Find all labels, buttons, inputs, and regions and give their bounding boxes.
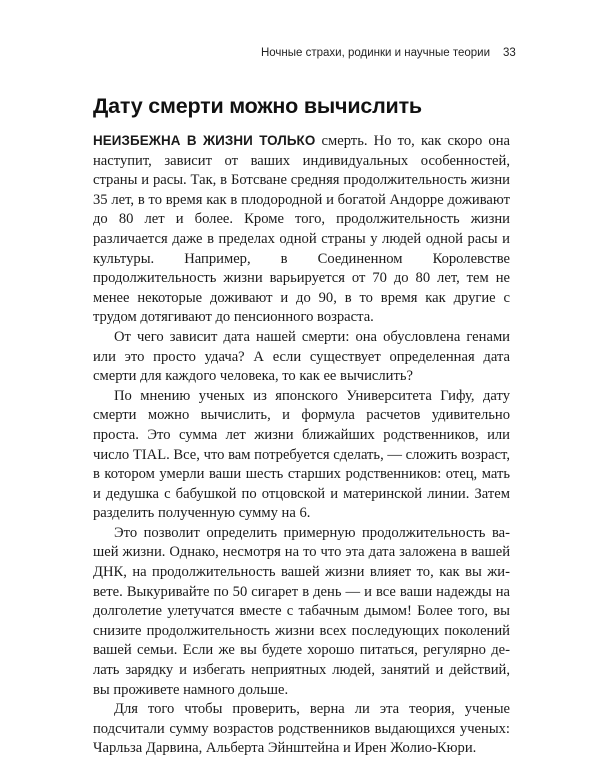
paragraph-3: По мнению ученых из японского Университета Гифу, дату смерти можно вычислить, и формула расчетов удивительно проста. Это сумма лет жизни ближайших родственников, или число TIAL. Все, что вам потребуется сделать, — сложить возраст, в котором умерли ваши шесть старших родственников: отец, мать и дедушка с бабушкой по отцовской и материнской линии. Затем разделить полученную сумму на 6. — [93, 387, 510, 522]
paragraph-1 — [93, 131, 510, 328]
paragraph-2: От чего зависит дата нашей смерти: она обусловлена генами или это просто удача? А если существует определенная дата смерти для каждого человека, то как ее вычислить? — [93, 328, 510, 385]
paragraph-1-text: смерть. Но то, как скоро она наступит, зависит от ваших индивидуальных особенностей, страны и расы. Так, в Ботсване средняя продолжительность жизни 35 лет, в то время как в плодородной и богатой Андорре доживают до 80 лет и более. Кроме того, продолжительность жизни различается даже в пределах одной страны у людей одной расы и культуры. Например, в Соединенном Королевстве продолжительность жизни варьируется от 70 до 80 лет, тем не менее некоторые доживают и до 90, в то время как другие с трудом дотягивают до пенсионного возраста. — [93, 133, 510, 326]
page-number: 33 — [503, 47, 516, 59]
lead-in-caps: НЕИЗБЕЖНА В ЖИЗНИ ТОЛЬКО — [93, 133, 316, 148]
paragraph-5: Для того чтобы проверить, верна ли эта теория, ученые подсчитали сумму возрастов родственников выдающихся ученых: Чарльза Дарвина, Альберта Эйнштейна и Ирен Жолио-Кюри. — [93, 701, 510, 757]
running-header-title: Ночные страхи, родинки и научные теории — [260, 47, 490, 59]
article-body — [93, 131, 510, 759]
section-heading: Дату смерти можно вычислить — [93, 94, 422, 118]
paragraph-4: Это позволит определить примерную продолжительность вашей жизни. Однако, несмотря на то что эта дата заложена в вашей ДНК, на продолжительность вашей жизни влияет то, как вы живете. Выкуривайте по 50 сигарет в день — и все ваши надежды на долголетие улетучатся вместе с табачным дымом! Более того, вы снизите продолжительность жизни всех последующих поколений вашей семьи. Если же вы будете хорошо питаться, регулярно делать зарядку и избегать неприятных людей, занятий и действий, вы проживете намного дольше. — [93, 524, 510, 698]
